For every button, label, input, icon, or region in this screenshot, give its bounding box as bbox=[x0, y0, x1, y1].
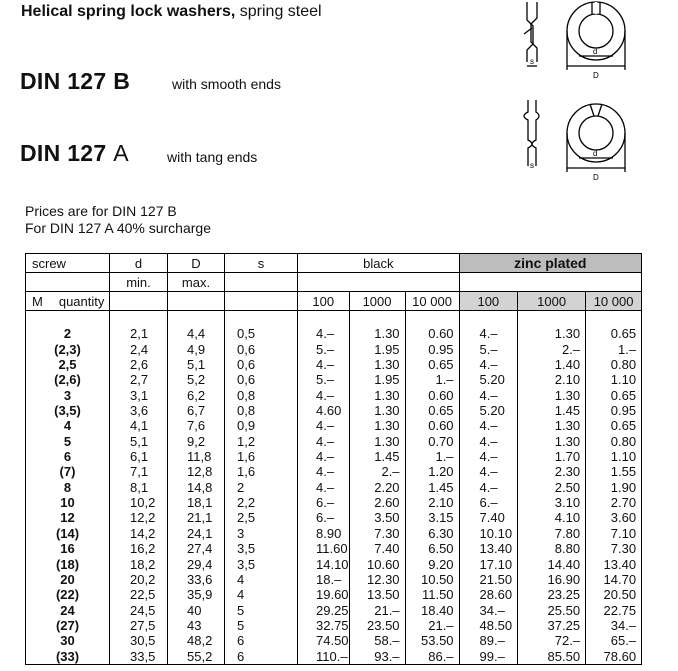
cell-z1000: 16.90 bbox=[547, 571, 581, 587]
cell-D: 14,8 bbox=[187, 479, 213, 495]
din-a-code: DIN 127 bbox=[20, 140, 107, 166]
cell-b100: 4.– bbox=[316, 387, 335, 403]
cell-z10000: 1.55 bbox=[610, 464, 637, 480]
header-s-empty bbox=[225, 273, 298, 292]
din-b-suffix: B bbox=[113, 68, 131, 94]
cell-z10000: 3.60 bbox=[610, 510, 637, 526]
cell-m: (22) bbox=[55, 587, 80, 603]
cell-s: 2,2 bbox=[237, 495, 256, 511]
cell-b100: 110.– bbox=[316, 648, 348, 664]
cell-m: (33) bbox=[55, 648, 80, 664]
col-black-100 bbox=[298, 311, 350, 665]
cell-b1000: 1.30 bbox=[374, 418, 400, 434]
cell-s: 6 bbox=[237, 648, 245, 664]
cell-z100: 34.– bbox=[479, 602, 505, 618]
cell-s: 2,5 bbox=[237, 510, 256, 526]
cell-m: 10 bbox=[60, 495, 75, 511]
cell-b10000: 0.65 bbox=[428, 357, 454, 373]
cell-b100: 4.60 bbox=[316, 403, 342, 419]
washer-b-label-D: D bbox=[593, 71, 599, 80]
cell-b10000: 2.10 bbox=[428, 495, 454, 511]
col-s bbox=[225, 311, 298, 665]
din-127-a-heading bbox=[20, 140, 129, 166]
cell-m: 2 bbox=[63, 326, 72, 342]
header-s-blank bbox=[225, 292, 298, 311]
din-b-code: DIN 127 bbox=[20, 68, 107, 94]
cell-b10000: 0.60 bbox=[428, 326, 454, 342]
cell-b10000: 9.20 bbox=[428, 556, 454, 572]
header-black: black bbox=[298, 254, 460, 273]
cell-z1000: 1.70 bbox=[554, 449, 581, 465]
cell-s: 0,9 bbox=[237, 418, 256, 434]
cell-m: 8 bbox=[63, 479, 72, 495]
header-D-blank bbox=[168, 292, 225, 311]
cell-b1000: 58.– bbox=[374, 633, 400, 649]
cell-d: 10,2 bbox=[130, 495, 156, 511]
cell-d: 8,1 bbox=[130, 479, 149, 495]
cell-b1000: 1.95 bbox=[374, 372, 400, 388]
cell-d: 30,5 bbox=[130, 633, 156, 649]
cell-D: 55,2 bbox=[187, 648, 213, 664]
cell-d: 2,7 bbox=[130, 372, 149, 388]
cell-b10000: 1.45 bbox=[428, 479, 454, 495]
cell-m: (2,6) bbox=[54, 372, 81, 388]
cell-s: 0,6 bbox=[237, 372, 256, 388]
cell-D: 48,2 bbox=[187, 633, 213, 649]
header-D: D bbox=[168, 254, 225, 273]
washer-a-label-d: d bbox=[593, 149, 598, 158]
cell-z100: 99.– bbox=[479, 648, 505, 664]
cell-z100: 4.– bbox=[479, 326, 498, 342]
cell-z100: 4.– bbox=[479, 387, 498, 403]
cell-b1000: 2.– bbox=[381, 464, 400, 480]
col-zinc-10000 bbox=[586, 311, 642, 665]
cell-b10000: 1.– bbox=[435, 449, 454, 465]
cell-z1000: 23.25 bbox=[547, 587, 581, 603]
header-s: s bbox=[225, 254, 298, 273]
cell-z10000: 2.70 bbox=[610, 495, 637, 511]
cell-b1000: 7.40 bbox=[374, 541, 400, 557]
cell-b1000: 93.– bbox=[374, 648, 400, 664]
header-d-min: min. bbox=[110, 273, 168, 292]
cell-m: 12 bbox=[60, 510, 75, 526]
cell-b10000: 86.– bbox=[428, 648, 454, 664]
cell-z10000: 14.70 bbox=[603, 571, 637, 587]
header-zinc-plated: zinc plated bbox=[459, 254, 642, 273]
cell-z100: 4.– bbox=[479, 418, 498, 434]
cell-b100: 6.– bbox=[316, 495, 335, 511]
price-note-line2: For DIN 127 A 40% surcharge bbox=[25, 220, 211, 236]
cell-d: 14,2 bbox=[130, 525, 156, 541]
header-D-max: max. bbox=[168, 273, 225, 292]
cell-m: 16 bbox=[60, 541, 75, 557]
cell-d: 6,1 bbox=[130, 449, 149, 465]
cell-z1000: 7.80 bbox=[554, 525, 581, 541]
cell-s: 2 bbox=[237, 479, 245, 495]
cell-z10000: 1.10 bbox=[610, 449, 637, 465]
cell-z1000: 1.30 bbox=[554, 418, 581, 434]
cell-m: (3,5) bbox=[54, 403, 81, 419]
cell-z100: 4.– bbox=[479, 449, 498, 465]
washer-a-label-D: D bbox=[593, 173, 599, 182]
cell-m: (18) bbox=[55, 556, 80, 572]
cell-b1000: 7.30 bbox=[374, 525, 400, 541]
cell-b1000: 1.30 bbox=[374, 433, 400, 449]
cell-b100: 18.– bbox=[316, 571, 342, 587]
cell-m: 2,5 bbox=[58, 357, 77, 373]
washer-b-drawing bbox=[510, 0, 650, 90]
cell-D: 29,4 bbox=[187, 556, 213, 572]
cell-s: 3 bbox=[237, 525, 245, 541]
cell-z10000: 65.– bbox=[610, 633, 637, 649]
cell-b10000: 0.65 bbox=[428, 403, 454, 419]
cell-s: 1,6 bbox=[237, 449, 256, 465]
header-quantity: quantity bbox=[58, 293, 105, 309]
cell-z1000: 1.30 bbox=[554, 433, 581, 449]
cell-b10000: 0.70 bbox=[428, 433, 454, 449]
cell-z1000: 3.10 bbox=[554, 495, 581, 511]
cell-b100: 4.– bbox=[316, 418, 335, 434]
header-empty bbox=[26, 273, 110, 292]
cell-d: 2,1 bbox=[130, 326, 149, 342]
cell-b100: 4.– bbox=[316, 479, 335, 495]
cell-b1000: 1.30 bbox=[374, 357, 400, 373]
table-body bbox=[26, 311, 642, 665]
cell-D: 9,2 bbox=[187, 433, 206, 449]
cell-z10000: 78.60 bbox=[603, 648, 637, 664]
cell-D: 4,4 bbox=[187, 326, 206, 342]
din-127-a-note: with tang ends bbox=[167, 149, 258, 165]
product-title bbox=[21, 3, 381, 21]
cell-D: 12,8 bbox=[187, 464, 213, 480]
cell-z100: 48.50 bbox=[479, 617, 513, 633]
cell-d: 12,2 bbox=[130, 510, 156, 526]
cell-m: 6 bbox=[63, 449, 72, 465]
cell-z1000: 14.40 bbox=[547, 556, 581, 572]
cell-b100: 5.– bbox=[316, 341, 335, 357]
cell-b100: 4.– bbox=[316, 464, 335, 480]
table-header-row-2 bbox=[26, 273, 642, 292]
cell-D: 40 bbox=[187, 602, 202, 618]
cell-s: 5 bbox=[237, 617, 245, 633]
cell-z10000: 13.40 bbox=[603, 556, 637, 572]
cell-D: 5,1 bbox=[187, 357, 206, 373]
cell-z100: 6.– bbox=[479, 495, 498, 511]
cell-z100: 28.60 bbox=[479, 587, 513, 603]
cell-b1000: 13.50 bbox=[367, 587, 400, 603]
cell-b10000: 6.30 bbox=[428, 525, 454, 541]
cell-z100: 5.20 bbox=[479, 403, 505, 419]
cell-s: 6 bbox=[237, 633, 245, 649]
din-a-suffix: A bbox=[113, 140, 129, 166]
header-black-empty bbox=[298, 273, 460, 292]
cell-z100: 4.– bbox=[479, 464, 498, 480]
cell-d: 18,2 bbox=[130, 556, 156, 572]
cell-m: 30 bbox=[60, 633, 75, 649]
cell-D: 43 bbox=[187, 617, 202, 633]
washer-a-label-s: s bbox=[530, 161, 534, 170]
header-m: M bbox=[32, 293, 43, 309]
cell-b10000: 6.50 bbox=[428, 541, 454, 557]
header-zinc-1000: 1000 bbox=[518, 292, 586, 311]
cell-b10000: 3.15 bbox=[428, 510, 454, 526]
header-m-quantity bbox=[26, 292, 110, 311]
product-title-bold: Helical spring lock washers, bbox=[21, 3, 236, 20]
cell-b100: 14.10 bbox=[316, 556, 349, 572]
cell-z1000: 2.– bbox=[562, 341, 581, 357]
cell-z10000: 0.80 bbox=[610, 357, 637, 373]
col-zinc-100 bbox=[459, 311, 518, 665]
header-d: d bbox=[110, 254, 168, 273]
cell-b1000: 23.50 bbox=[367, 617, 400, 633]
cell-z100: 89.– bbox=[479, 633, 505, 649]
cell-b10000: 0.60 bbox=[428, 418, 454, 434]
cell-z1000: 85.50 bbox=[547, 648, 581, 664]
header-screw: screw bbox=[26, 254, 110, 273]
cell-z1000: 1.40 bbox=[554, 357, 581, 373]
cell-s: 5 bbox=[237, 602, 245, 618]
col-screw bbox=[26, 311, 110, 665]
cell-b10000: 18.40 bbox=[421, 602, 454, 618]
table-header-row-1 bbox=[26, 254, 642, 273]
cell-z100: 5.– bbox=[479, 341, 498, 357]
cell-b10000: 1.20 bbox=[428, 464, 454, 480]
cell-s: 0,8 bbox=[237, 387, 256, 403]
col-zinc-1000 bbox=[518, 311, 586, 665]
cell-z1000: 2.30 bbox=[554, 464, 581, 480]
cell-b100: 5.– bbox=[316, 372, 335, 388]
cell-b10000: 10.50 bbox=[421, 571, 454, 587]
cell-d: 2,6 bbox=[130, 357, 149, 373]
cell-z10000: 1.10 bbox=[610, 372, 637, 388]
cell-m: 5 bbox=[63, 433, 72, 449]
cell-b100: 19.60 bbox=[316, 587, 349, 603]
washer-b-label-s: s bbox=[530, 57, 534, 66]
cell-d: 2,4 bbox=[130, 341, 149, 357]
cell-z1000: 1.45 bbox=[554, 403, 581, 419]
col-black-1000 bbox=[349, 311, 405, 665]
cell-z1000: 72.– bbox=[554, 633, 581, 649]
cell-z1000: 2.50 bbox=[554, 479, 581, 495]
cell-z1000: 25.50 bbox=[547, 602, 581, 618]
cell-d: 22,5 bbox=[130, 587, 156, 603]
cell-s: 4 bbox=[237, 571, 245, 587]
cell-b100: 4.– bbox=[316, 326, 335, 342]
din-127-b-heading bbox=[20, 68, 130, 94]
header-black-100: 100 bbox=[298, 292, 350, 311]
cell-b10000: 0.60 bbox=[428, 387, 454, 403]
cell-s: 3,5 bbox=[237, 556, 256, 572]
cell-D: 18,1 bbox=[187, 495, 213, 511]
cell-d: 33,5 bbox=[130, 648, 156, 664]
cell-b100: 6.– bbox=[316, 510, 335, 526]
price-note bbox=[25, 203, 211, 237]
cell-d: 27,5 bbox=[130, 617, 156, 633]
cell-z10000: 7.10 bbox=[610, 525, 637, 541]
cell-z10000: 22.75 bbox=[603, 602, 637, 618]
header-zinc-empty bbox=[459, 273, 642, 292]
cell-b100: 74.50 bbox=[316, 633, 349, 649]
cell-z100: 4.– bbox=[479, 479, 498, 495]
cell-s: 4 bbox=[237, 587, 245, 603]
cell-b1000: 1.30 bbox=[374, 403, 400, 419]
cell-b100: 32.75 bbox=[316, 617, 349, 633]
washer-b-label-d: d bbox=[593, 47, 598, 56]
header-black-10000: 10 000 bbox=[405, 292, 459, 311]
price-note-line1: Prices are for DIN 127 B bbox=[25, 203, 177, 219]
cell-D: 6,2 bbox=[187, 387, 206, 403]
cell-m: (27) bbox=[55, 617, 80, 633]
cell-s: 3,5 bbox=[237, 541, 256, 557]
cell-z10000: 1.– bbox=[618, 341, 637, 357]
cell-m: 20 bbox=[60, 571, 75, 587]
cell-b10000: 1.– bbox=[435, 372, 454, 388]
cell-m: (14) bbox=[55, 525, 80, 541]
header-zinc-10000: 10 000 bbox=[586, 292, 642, 311]
cell-D: 4,9 bbox=[187, 341, 206, 357]
cell-d: 3,6 bbox=[130, 403, 149, 419]
washer-a-drawing bbox=[510, 96, 650, 190]
cell-D: 35,9 bbox=[187, 587, 213, 603]
cell-s: 1,2 bbox=[237, 433, 256, 449]
cell-D: 24,1 bbox=[187, 525, 213, 541]
cell-z10000: 7.30 bbox=[610, 541, 637, 557]
cell-z1000: 4.10 bbox=[554, 510, 581, 526]
cell-z10000: 34.– bbox=[610, 617, 637, 633]
cell-b1000: 21.– bbox=[374, 602, 400, 618]
cell-z100: 7.40 bbox=[479, 510, 505, 526]
cell-z10000: 0.65 bbox=[610, 418, 637, 434]
cell-b100: 4.– bbox=[316, 433, 335, 449]
cell-b1000: 12.30 bbox=[367, 571, 400, 587]
cell-d: 5,1 bbox=[130, 433, 149, 449]
cell-z1000: 2.10 bbox=[554, 372, 581, 388]
cell-z100: 10.10 bbox=[479, 525, 513, 541]
table-header-row-3 bbox=[26, 292, 642, 311]
cell-b100: 4.– bbox=[316, 357, 335, 373]
cell-m: (7) bbox=[59, 464, 76, 480]
cell-b1000: 2.60 bbox=[374, 495, 400, 511]
cell-z1000: 1.30 bbox=[554, 387, 581, 403]
cell-z1000: 8.80 bbox=[554, 541, 581, 557]
cell-b100: 8.90 bbox=[316, 525, 342, 541]
cell-d: 20,2 bbox=[130, 571, 156, 587]
cell-z10000: 1.90 bbox=[610, 479, 637, 495]
cell-m: 3 bbox=[63, 387, 72, 403]
cell-D: 6,7 bbox=[187, 403, 206, 419]
cell-d: 7,1 bbox=[130, 464, 149, 480]
din-127-b-note: with smooth ends bbox=[172, 76, 281, 92]
cell-d: 24,5 bbox=[130, 602, 156, 618]
cell-b1000: 1.30 bbox=[374, 387, 400, 403]
cell-b10000: 53.50 bbox=[421, 633, 454, 649]
cell-s: 0,6 bbox=[237, 341, 256, 357]
cell-D: 27,4 bbox=[187, 541, 213, 557]
cell-D: 33,6 bbox=[187, 571, 213, 587]
cell-D: 11,8 bbox=[187, 449, 212, 465]
cell-b100: 11.60 bbox=[316, 541, 348, 557]
cell-b100: 29.25 bbox=[316, 602, 349, 618]
col-D bbox=[168, 311, 225, 665]
header-black-1000: 1000 bbox=[349, 292, 405, 311]
cell-z100: 5.20 bbox=[479, 372, 505, 388]
cell-z100: 4.– bbox=[479, 357, 498, 373]
cell-b1000: 1.30 bbox=[374, 326, 400, 342]
cell-m: 24 bbox=[60, 602, 75, 618]
spec-price-table bbox=[25, 253, 642, 665]
cell-b10000: 11.50 bbox=[421, 587, 454, 603]
cell-z100: 13.40 bbox=[479, 541, 513, 557]
cell-b1000: 1.45 bbox=[374, 449, 400, 465]
cell-b1000: 1.95 bbox=[374, 341, 400, 357]
cell-b1000: 10.60 bbox=[367, 556, 400, 572]
cell-s: 0,5 bbox=[237, 326, 256, 342]
cell-z100: 21.50 bbox=[479, 571, 513, 587]
cell-b10000: 0.95 bbox=[428, 341, 454, 357]
cell-m: (2,3) bbox=[54, 341, 81, 357]
cell-z1000: 37.25 bbox=[547, 617, 581, 633]
cell-z10000: 0.80 bbox=[610, 433, 637, 449]
cell-b1000: 2.20 bbox=[374, 479, 400, 495]
cell-z10000: 0.65 bbox=[610, 387, 637, 403]
col-black-10000 bbox=[405, 311, 459, 665]
col-d bbox=[110, 311, 168, 665]
cell-D: 5,2 bbox=[187, 372, 206, 388]
cell-z10000: 0.95 bbox=[610, 403, 637, 419]
cell-z100: 17.10 bbox=[479, 556, 513, 572]
cell-z10000: 0.65 bbox=[610, 326, 637, 342]
cell-d: 16,2 bbox=[130, 541, 156, 557]
cell-d: 4,1 bbox=[130, 418, 149, 434]
cell-D: 7,6 bbox=[187, 418, 206, 434]
cell-b100: 4.– bbox=[316, 449, 335, 465]
cell-z100: 4.– bbox=[479, 433, 498, 449]
cell-s: 1,6 bbox=[237, 464, 256, 480]
cell-s: 0,6 bbox=[237, 357, 256, 373]
header-d-blank bbox=[110, 292, 168, 311]
cell-z1000: 1.30 bbox=[554, 326, 581, 342]
cell-z10000: 20.50 bbox=[603, 587, 637, 603]
cell-m: 4 bbox=[63, 418, 72, 434]
cell-d: 3,1 bbox=[130, 387, 149, 403]
cell-s: 0,8 bbox=[237, 403, 256, 419]
cell-D: 21,1 bbox=[187, 510, 213, 526]
cell-b1000: 3.50 bbox=[374, 510, 400, 526]
header-zinc-100: 100 bbox=[459, 292, 518, 311]
cell-b10000: 21.– bbox=[428, 617, 454, 633]
product-title-rest: spring steel bbox=[235, 3, 322, 20]
